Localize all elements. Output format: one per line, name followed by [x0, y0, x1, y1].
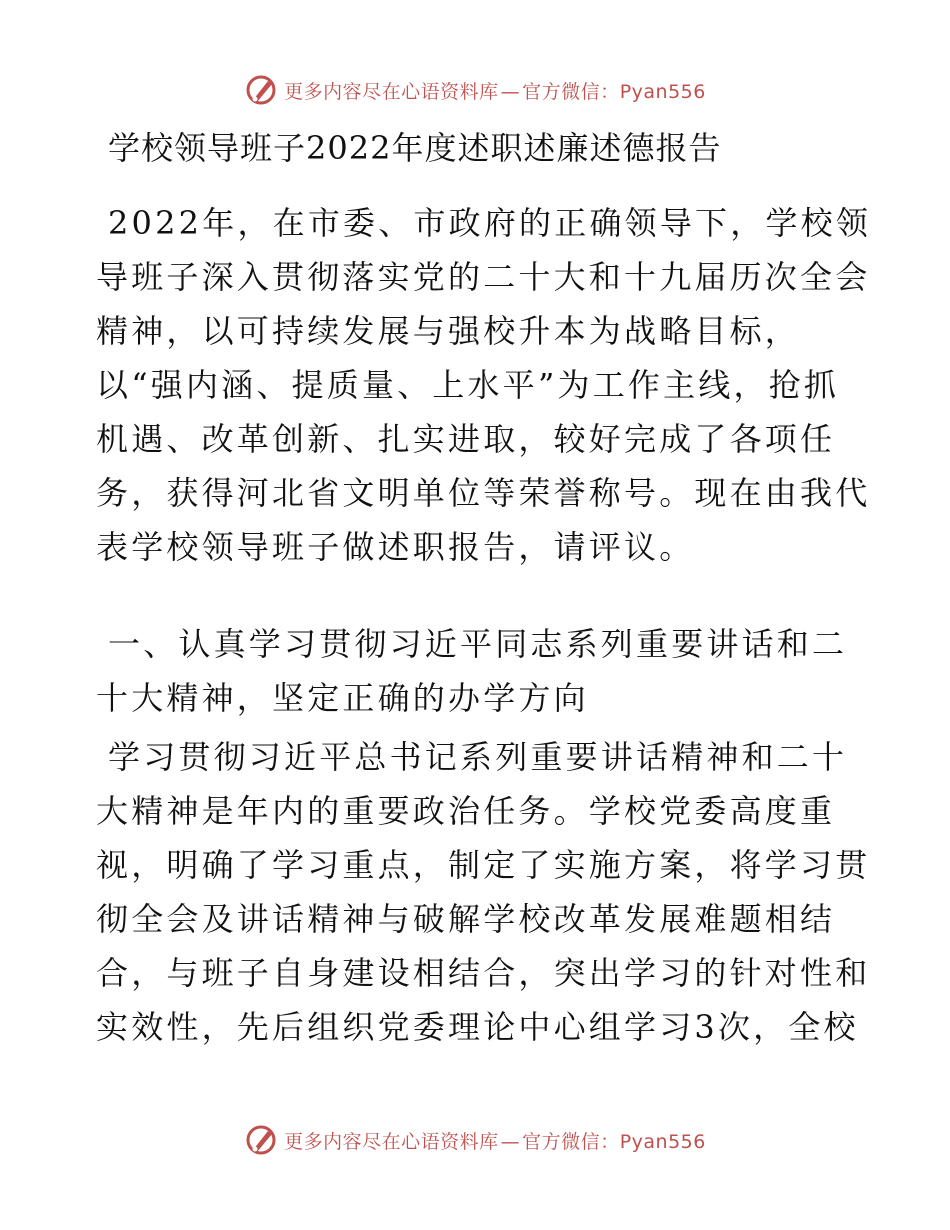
watermark-text [284, 1127, 706, 1154]
text-line: 务，获得河北省文明单位等荣誉称号。现在由我代 [96, 474, 871, 512]
watermark-text [284, 77, 706, 104]
text-line: 精神，以可持续发展与强校升本为战略目标， [96, 312, 801, 350]
watermark-separator: — [500, 80, 521, 103]
text-line: 学习贯彻习近平总书记系列重要讲话精神和二十 [108, 738, 848, 776]
watermark-account-id: Pyan556 [619, 80, 706, 103]
paragraph-study [96, 730, 871, 1054]
text-line: 大精神是年内的重要政治任务。学校党委高度重 [96, 792, 836, 830]
document-title: 学校领导班子2022年度述职述廉述德报告 [108, 129, 722, 167]
watermark-separator: — [500, 1130, 521, 1153]
text-line: 十大精神，坚定正确的办学方向 [96, 679, 589, 717]
text-line: 机遇、改革创新、扎实进取，较好完成了各项任 [96, 420, 836, 458]
watermark-official-label: 官方微信： [522, 1130, 620, 1153]
watermark-footer [0, 1120, 950, 1160]
watermark-slogan: 更多内容尽在心语资料库 [284, 1130, 499, 1153]
text-line: 以“强内涵、提质量、上水平”为工作主线，抢抓 [96, 366, 840, 404]
watermark-official-label: 官方微信： [522, 80, 620, 103]
watermark-header [0, 70, 950, 110]
text-line: 表学校领导班子做述职报告，请评议。 [96, 528, 695, 566]
text-line: 视，明确了学习重点，制定了实施方案，将学习贯 [96, 846, 871, 884]
text-line: 彻全会及讲话精神与破解学校改革发展难题相结 [96, 900, 836, 938]
text-line: 导班子深入贯彻落实党的二十大和十九届历次全会 [96, 258, 871, 296]
pen-in-circle-icon [244, 73, 278, 107]
watermark-slogan: 更多内容尽在心语资料库 [284, 80, 499, 103]
text-line: 合，与班子自身建设相结合，突出学习的针对性和 [96, 954, 871, 992]
watermark-account-id: Pyan556 [619, 1130, 706, 1153]
paragraph-intro [96, 196, 872, 574]
section-heading-1 [96, 617, 856, 725]
text-line: 一、认真学习贯彻习近平同志系列重要讲话和二 [108, 625, 848, 663]
text-line: 实效性，先后组织党委理论中心组学习3次，全校 [96, 1008, 859, 1046]
text-line: 2022年，在市委、市政府的正确领导下，学校领 [108, 204, 872, 242]
pen-in-circle-icon [244, 1123, 278, 1157]
